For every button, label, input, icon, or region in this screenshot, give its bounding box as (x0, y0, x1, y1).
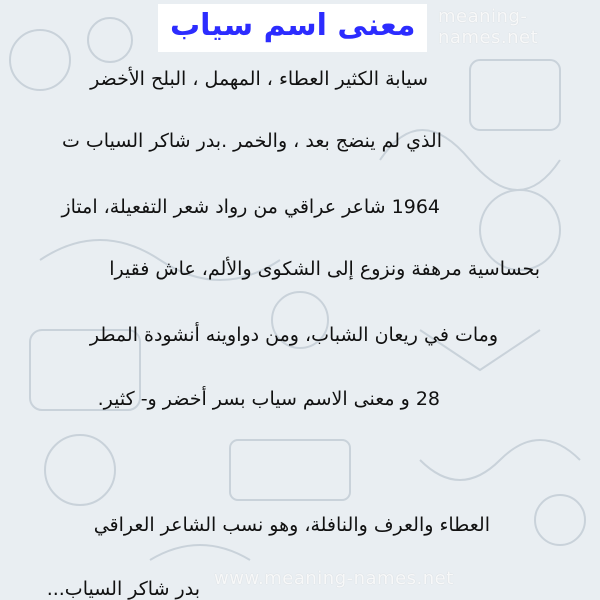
text-line-6: 28 و معنى الاسم سياب بسر أخضر و- كثير. (97, 388, 440, 410)
text-line-5: ومات في ريعان الشباب، ومن دواوينه أنشودة المطر (89, 324, 498, 346)
text-line-1: سيابة الكثير العطاء ، المهمل ، البلح الأخضر (90, 68, 428, 90)
text-line-8: بدر شاكر السياب... (46, 578, 200, 600)
watermark-top: meaning-names.net (438, 6, 539, 48)
text-line-4: بحساسية مرهفة ونزوع إلى الشكوى والألم، عاش فقيرا (109, 258, 540, 280)
text-line-7: العطاء والعرف والنافلة، وهو نسب الشاعر العراقي (93, 514, 490, 536)
page-title: معنى اسم سياب (158, 4, 427, 52)
text-line-2: الذي لم ينضج بعد ، والخمر .بدر شاكر السياب ت (61, 130, 442, 152)
text-line-3: 1964 شاعر عراقي من رواد شعر التفعيلة، امتاز (61, 196, 440, 218)
watermark-bottom: www.meaning-names.net (214, 568, 454, 589)
